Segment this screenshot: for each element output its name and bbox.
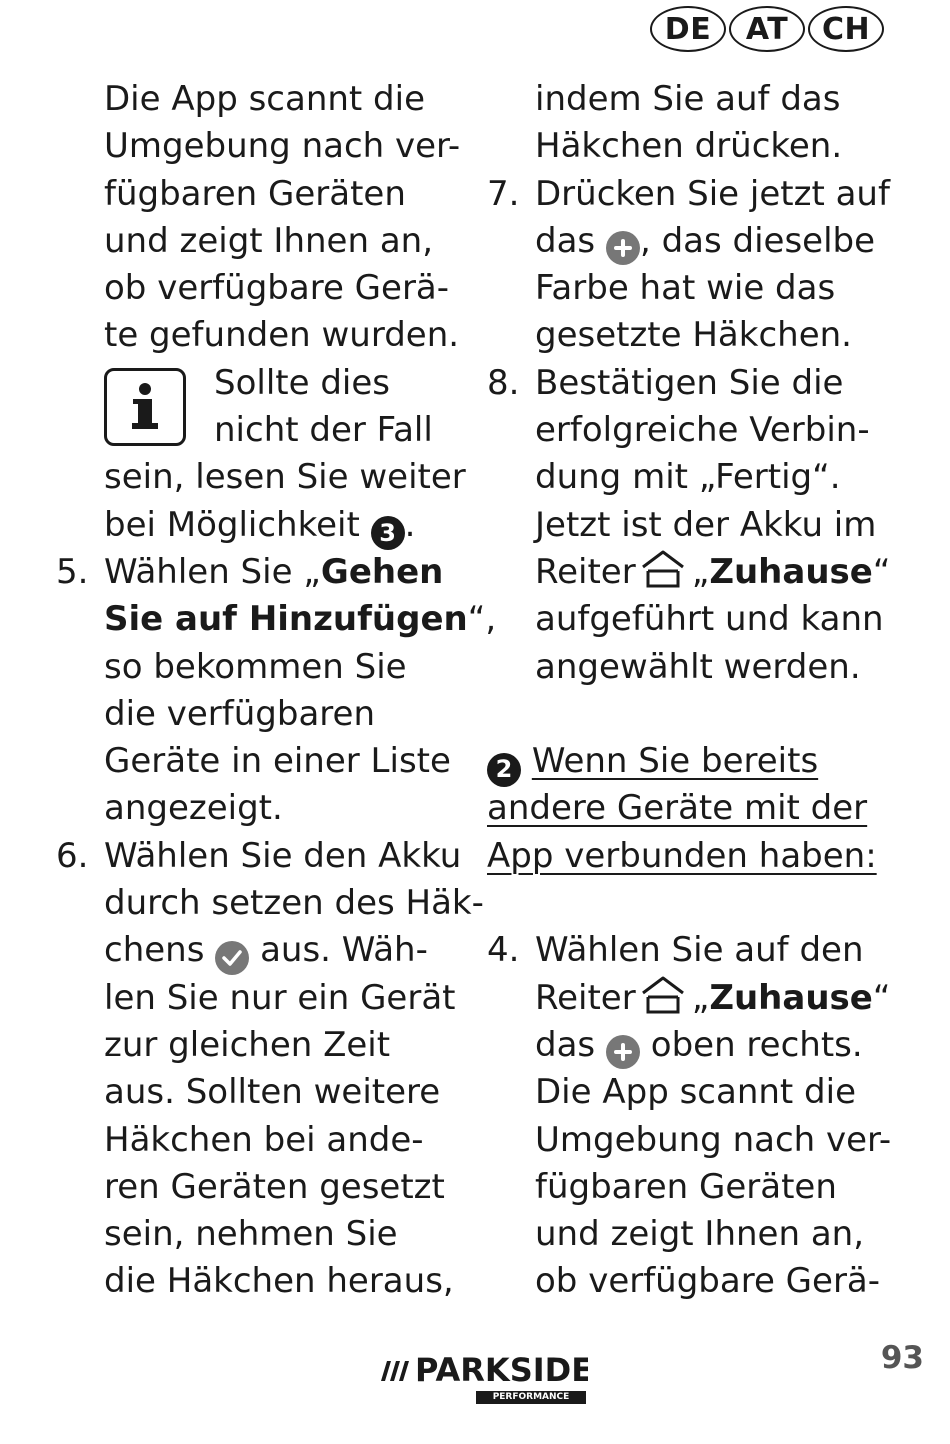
plus-icon (606, 231, 640, 265)
text-line: und zeigt Ihnen an, (104, 220, 434, 261)
text-line: dung mit „Fertig“. (535, 457, 841, 498)
circled-number-icon: 2 (487, 753, 521, 787)
text-line: Umgebung nach ver- (535, 1119, 892, 1160)
text-line: Häkchen drücken. (535, 126, 843, 167)
text-line: Farbe hat wie das (535, 268, 836, 309)
text-line: Umgebung nach ver- (104, 126, 461, 167)
brand-name: PARKSIDE (415, 1351, 588, 1389)
country-badge-ch: CH (808, 6, 884, 52)
country-badge-at: AT (729, 6, 805, 52)
list-number: 4. (487, 930, 520, 971)
text-line: sein, nehmen Sie (104, 1214, 398, 1255)
text-line: len Sie nur ein Gerät (104, 977, 456, 1018)
text-line: Die App scannt die (535, 1072, 857, 1113)
country-badges (650, 6, 884, 52)
text-line: zur gleichen Zeit (104, 1024, 391, 1065)
info-icon (104, 368, 186, 446)
text-line: sein, lesen Sie weiter (104, 457, 466, 498)
right-column (487, 76, 897, 1306)
list-item-4: 4. Wählen Sie auf den (487, 927, 897, 974)
text-line: Häkchen bei ande- (104, 1119, 424, 1160)
house-icon (640, 549, 686, 602)
brand-logo (373, 1349, 588, 1405)
section-heading: 2 Wenn Sie bereits (487, 738, 897, 785)
text-line: aufgeführt und kann (535, 599, 884, 640)
list-number: 6. (56, 835, 89, 876)
text-line: Jetzt ist der Akku im (535, 504, 877, 545)
plus-icon (606, 1035, 640, 1069)
list-item-7: 7. Drücken Sie jetzt auf (487, 171, 897, 218)
text-line: gesetzte Häkchen. (535, 315, 852, 356)
text-line: aus. Sollten weitere (104, 1072, 441, 1113)
text-line: ren Geräten gesetzt (104, 1166, 445, 1207)
text-line: und zeigt Ihnen an, (535, 1214, 865, 1255)
text-line: fügbaren Geräten (104, 173, 406, 214)
text-line: Reiter „Zuhause“ (487, 975, 897, 1022)
text-line: chens aus. Wäh- (56, 927, 456, 974)
house-icon (640, 975, 686, 1028)
info-note (56, 360, 456, 455)
text-line: Reiter „Zuhause“ (487, 549, 897, 596)
text-line: die verfügbaren (104, 693, 375, 734)
text-line: erfolgreiche Verbin- (535, 410, 870, 451)
text-line: ob verfügbare Gerä- (104, 268, 450, 309)
circled-number-icon: 3 (371, 516, 405, 550)
text-line: so bekommen Sie (104, 646, 407, 687)
text-line: te gefunden wurden. (104, 315, 460, 356)
text-line: bei Möglichkeit 3 . (56, 502, 456, 549)
text-line: angewählt werden. (535, 646, 861, 687)
text-line: indem Sie auf das (535, 79, 841, 119)
text-line: das , das dieselbe (487, 218, 897, 265)
country-badge-de: DE (650, 6, 726, 52)
spacer (487, 691, 897, 738)
text-line: fügbaren Geräten (535, 1166, 837, 1207)
text-line: durch setzen des Häk- (104, 883, 484, 924)
spacer (487, 880, 897, 927)
text-line: Geräte in einer Liste (104, 741, 451, 782)
check-icon (215, 941, 249, 975)
info-text-line: Sollte dies (214, 362, 390, 403)
text-line: angezeigt. (104, 788, 283, 829)
list-number: 8. (487, 362, 520, 403)
list-item-6: 6. Wählen Sie den Akku (56, 833, 456, 880)
list-item-8: 8. Bestätigen Sie die (487, 360, 897, 407)
brand-subtitle: PERFORMANCE (476, 1391, 586, 1404)
text-line: die Häkchen heraus, (104, 1261, 454, 1302)
left-column (56, 76, 497, 1306)
page-number: 93 (880, 1340, 924, 1376)
section-heading-line: App verbunden haben: (487, 835, 877, 876)
text-line: Die App scannt die (104, 79, 426, 119)
list-item-5: 5. Wählen Sie „Gehen (56, 549, 456, 596)
list-number: 7. (487, 173, 520, 214)
text-line: das oben rechts. (487, 1022, 897, 1069)
text-line: ob verfügbare Gerä- (535, 1261, 881, 1302)
list-number: 5. (56, 551, 89, 592)
text-line: Sie auf Hinzufügen“, (104, 599, 497, 640)
section-heading-line: andere Geräte mit der (487, 788, 868, 829)
logo-mark (373, 1349, 588, 1391)
info-text-line: nicht der Fall (214, 410, 433, 451)
